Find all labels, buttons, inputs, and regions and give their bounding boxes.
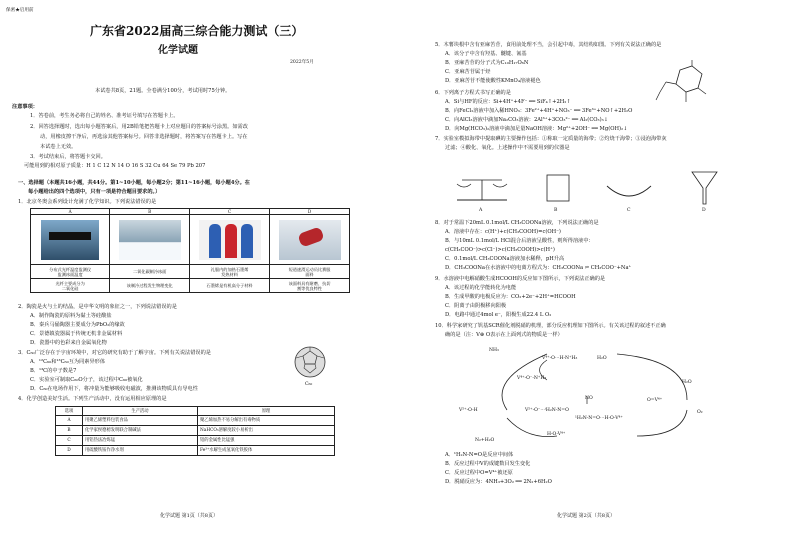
q7-label: C bbox=[627, 208, 631, 213]
q7-label: D bbox=[702, 208, 706, 213]
q9-option: A．该过程的化学能转化为电能 bbox=[445, 285, 517, 291]
mechanism-node: V⁴⁺-O⋯H-N⁺H₃ bbox=[542, 356, 578, 361]
mechanism-node: V⁴⁺-O⁻-N⁺H₃ bbox=[517, 376, 547, 381]
section-title: 一、选择题（本题共16小题，共44分。第1~10小题，每小题2分；第11~16小题，每小题4分。在 bbox=[18, 180, 250, 186]
q3-option: B．¹³C的中子数是7 bbox=[30, 368, 77, 374]
mechanism-node: ¹H₂N-N=O⋯H-O-V⁴⁺ bbox=[575, 416, 623, 421]
page-right bbox=[397, 0, 794, 539]
q4-cell: 聚乙烯加热不易分解出有毒物质 bbox=[198, 416, 335, 426]
question-5: 5．木薯块根中含有亚麻苦苷，食用前处理不当，会引起中毒，其结构如图。下列有关说法正确的是 bbox=[435, 42, 662, 48]
q1-caption: 短道速滑运动员比赛服 面料 bbox=[270, 265, 350, 279]
question-9: 9．水溶液中电解硝酸生成HCOOH的反应如下图所示，下列说法正确的是 bbox=[435, 276, 606, 282]
q4-table bbox=[55, 406, 335, 456]
q6-option: B．向FeCl₂溶液中加入稀HNO₃：3Fe²⁺+4H⁺+NO₃⁻ ══ 3Fe³⁺+NO↑+2H₂O bbox=[445, 108, 633, 114]
o2-label: O₂ bbox=[697, 410, 703, 415]
evaporating-dish-icon bbox=[607, 186, 651, 196]
fiber-monitor-image bbox=[41, 220, 99, 260]
q1-caption: 二氧化碳制冷冰面 bbox=[110, 265, 190, 279]
q8-option: c(CH₃COO⁻)>c(Cl⁻)>c(CH₃COOH)>c(H⁺) bbox=[445, 247, 555, 253]
q9-option: B．生成甲酸的电极反应为：CO₂+2e⁻+2H⁺=HCOOH bbox=[445, 294, 576, 300]
q8-option: C．0.1mol/L CH₃COONa溶液加水稀释，pH升高 bbox=[445, 256, 565, 262]
n2-h2o-label: N₂+H₂O bbox=[475, 438, 495, 443]
q10-option: C．反应过程中O=V⁴⁺被还原 bbox=[445, 470, 513, 476]
q10-option: B．反应过程中V的成键数目发生变化 bbox=[445, 461, 531, 467]
q4-cell: NaHCO₃溶解度较小易析出 bbox=[198, 426, 335, 436]
notes-title: 注意事项： bbox=[12, 104, 38, 110]
q4-cell: D bbox=[56, 446, 83, 456]
q9-option: D．电路中通过4mol e⁻，阳极生成22.4 L O₂ bbox=[445, 312, 552, 318]
q5-option: A．该分子中含有羟基、醚键、氰基 bbox=[445, 51, 527, 57]
q4-cell: C bbox=[56, 436, 83, 446]
q5-option: C．亚麻苦苷属于烃 bbox=[445, 69, 491, 75]
mechanism-arrows bbox=[437, 340, 737, 448]
q1-caption: 礼服内的加热石墨烯 发热材料 bbox=[190, 265, 270, 279]
q4-cell: 铝的金属性比锰强 bbox=[198, 436, 335, 446]
q2-option: C．景德镇瓷器属于传统无机非金属材料 bbox=[30, 331, 123, 337]
q5-option: B．亚麻苦苷的分子式为C₁₀H₁₇O₆N bbox=[445, 60, 529, 66]
speed-skater-image bbox=[279, 220, 341, 260]
c60-label: C₆₀ bbox=[305, 382, 313, 387]
question-10-cont: 确的是（注：V⊕ O表示在上面列式的物质是一样） bbox=[445, 332, 563, 338]
q1-header: A bbox=[31, 209, 110, 215]
q4-header: 生产活动 bbox=[83, 407, 198, 416]
q10-option: D．脱硝反应为：4NH₃+3O₂ ══ 2N₂+6H₂O bbox=[445, 479, 552, 485]
exam-date: 2022年5月 bbox=[290, 60, 314, 65]
mechanism-node: V⁵⁺-O-H bbox=[459, 408, 478, 413]
question-7: 7．实验室模拟海带中提取碘的主要操作包括：①称取一定质量的海带；②灼烧干海带；③浸泡海带灰 bbox=[435, 136, 667, 142]
q1-option: 该制冷过程发生物理变化 bbox=[110, 279, 190, 293]
q7-apparatus bbox=[447, 160, 737, 215]
q1-option: 光纤主要成分为 二氧化硅 bbox=[31, 279, 110, 293]
mechanism-node: O=V⁴⁺ bbox=[647, 398, 663, 403]
question-6: 6．下列离子方程式书写正确的是 bbox=[435, 90, 511, 96]
q6-option: A．Si与HF的反应：Si+4H⁺+4F⁻ ══ SiF₄↑+2H₂↑ bbox=[445, 99, 571, 105]
question-1: 1．北京冬奥会系列设计充满了化学知识。下列说法错误的是 bbox=[18, 199, 157, 205]
mechanism-node: V⁵⁺-O⁻⋯ⁱH₂N-N=O bbox=[525, 408, 569, 413]
q4-cell: 用硫酸铁铵作净水剂 bbox=[83, 446, 198, 456]
q5-option: D．亚麻苦苷不能使酸性KMnO₄溶液褪色 bbox=[445, 78, 541, 84]
page-footer: 化学试题 第1页（共8页） bbox=[160, 513, 218, 519]
ceremony-dress-image bbox=[199, 220, 261, 260]
q4-cell: 化学家侯德榜发明联合制碱法 bbox=[83, 426, 198, 436]
q1-header: B bbox=[110, 209, 190, 215]
note-line: 动，用橡皮擦干净后，再选涂其他答案标号。回答非选择题时，将答案写在答题卡上。写在 bbox=[40, 134, 248, 140]
note-line: 3．考试结束后，将答题卡交回。 bbox=[30, 154, 106, 160]
q1-header: C bbox=[190, 209, 270, 215]
q7-label: B bbox=[554, 208, 558, 213]
q4-header: 原理 bbox=[198, 407, 335, 416]
q1-header: D bbox=[270, 209, 350, 215]
no-label: NO bbox=[585, 396, 593, 401]
h2o-label: H₂O bbox=[682, 380, 692, 385]
q1-photo-cell-d bbox=[270, 215, 350, 265]
beaker-icon bbox=[547, 175, 569, 201]
exam-intro: 本试卷共8页，21题。全卷满分100分，考试用时75分钟。 bbox=[95, 88, 231, 94]
c60-molecule-icon bbox=[290, 342, 330, 382]
q9-option: C．阴离子由阴极移向阳极 bbox=[445, 303, 507, 309]
q4-cell: 用铝热法冶炼锰 bbox=[83, 436, 198, 446]
linamarin-structure-icon bbox=[652, 58, 712, 108]
q4-cell: B bbox=[56, 426, 83, 436]
ice-rink-image bbox=[119, 220, 181, 260]
q8-option: B．与10mL 0.1mol/L HCl混合后溶液呈酸性，则所得溶液中： bbox=[445, 238, 594, 244]
q3-option: A．¹²C₆₀和¹³C₆₀互为同素异形体 bbox=[30, 359, 106, 365]
note-line: 1．答卷前，考生务必将自己的姓名、准考证号填写在答题卡上。 bbox=[30, 113, 179, 119]
q4-header: 选项 bbox=[56, 407, 83, 416]
section-title-cont: 每小题给出的四个选项中，只有一项是符合题目要求的。） bbox=[28, 189, 161, 195]
q1-option: 石墨烯是有机高分子材料 bbox=[190, 279, 270, 293]
note-line: 本试卷上无效。 bbox=[40, 144, 77, 150]
page-footer: 化学试题 第2页（共8页） bbox=[557, 513, 615, 519]
question-7-cont: 过滤；④酸化、氧化。上述操作中不需要用到的仪器是 bbox=[445, 145, 570, 151]
q1-option: 该面料具有耐磨、抗切 割等优良特性 bbox=[270, 279, 350, 293]
q6-option: D．向Mg(HCO₃)₂溶液中滴加足量NaOH溶液：Mg²⁺+2OH⁻ ══ Mg(OH)₂↓ bbox=[445, 126, 628, 132]
q7-label: A bbox=[479, 208, 483, 213]
q3-option: C．实验室可制取C₆₀O分子，该过程中C₆₀被氧化 bbox=[30, 377, 143, 383]
q4-cell: 用聚乙烯塑料包装食品 bbox=[83, 416, 198, 426]
question-4: 4．化学创造美好生活。下列生产活动中，没有运用相应原理的是 bbox=[18, 396, 167, 402]
question-2: 2．陶瓷是火与土的结晶，是中华文明的象征之一，下列说法错误的是 bbox=[18, 304, 177, 310]
q3-option: D．C₆₀在电场作用下，将冲量为能够吸收电磁波，推测该物质具有导电性 bbox=[30, 386, 198, 392]
q1-photo-cell-b bbox=[110, 215, 190, 265]
q6-option: C．向AlCl₃溶液中滴加Na₂CO₃溶液：2Al³⁺+3CO₃²⁻ ══ Al₂(CO₃)₃↓ bbox=[445, 117, 609, 123]
q4-cell: Fe³⁺水解生成氢氧化铁胶体 bbox=[198, 446, 335, 456]
note-line: 2．回答选择题时，选出每小题答案后，用2B铅笔把答题卡上对应题目的答案标号涂黑。如需改 bbox=[30, 124, 248, 130]
q2-option: A．制作陶瓷的原料为黏土等硅酸盐 bbox=[30, 313, 112, 319]
question-3: 3．C₆₀广泛存在于宇宙环境中，对它的研究有助于了解宇宙。下列有关说法错误的是 bbox=[18, 350, 211, 356]
nh3-label: NH₃ bbox=[489, 348, 499, 353]
exam-title: 广东省2022届高三综合能力测试（三） bbox=[90, 24, 304, 38]
h2o-label: H₂O bbox=[597, 356, 607, 361]
question-10: 10．科学家研究了钒基SCR催化剂脱硝的机理，部分反应机理如下图所示。有关该过程的叙述不正确 bbox=[435, 323, 666, 329]
q1-caption: 分布式光纤温度监测仪 监测冰面温度 bbox=[31, 265, 110, 279]
q2-option: D．瓷器中的色彩来自金属氧化物 bbox=[30, 340, 107, 346]
q8-option: D．CH₃COONa在水溶液中的电离方程式为：CH₃COONa ⇌ CH₃COO⁻+Na⁺ bbox=[445, 265, 632, 271]
funnel-icon bbox=[692, 172, 717, 204]
q1-table bbox=[30, 208, 350, 293]
q2-option: B．秦兵马俑陶器主要成分为PbO₂的缘故 bbox=[30, 322, 125, 328]
confidential-tag: 保密★启用前 bbox=[6, 8, 34, 13]
q10-option: A．¹H₂N-N=O是反应中间体 bbox=[445, 452, 514, 458]
balance-icon bbox=[457, 180, 507, 200]
q8-option: A．溶液中存在：c(H⁺)+c(CH₃COOH)=c(OH⁻) bbox=[445, 229, 561, 235]
exam-subtitle: 化学试题 bbox=[158, 45, 198, 56]
q1-photo-cell-c bbox=[190, 215, 270, 265]
q4-cell: A bbox=[56, 416, 83, 426]
question-8: 8．对于常温下20mL 0.1mol/L CH₃COONa溶液，下列说法正确的是 bbox=[435, 220, 599, 226]
q1-photo-cell-a bbox=[31, 215, 110, 265]
atomic-masses: 可能用到的相对原子质量：H 1 C 12 N 14 O 16 S 32 Cu 64 Se 79 Pb 207 bbox=[24, 163, 206, 169]
mechanism-node: H-O-V⁴⁺ bbox=[547, 432, 566, 437]
